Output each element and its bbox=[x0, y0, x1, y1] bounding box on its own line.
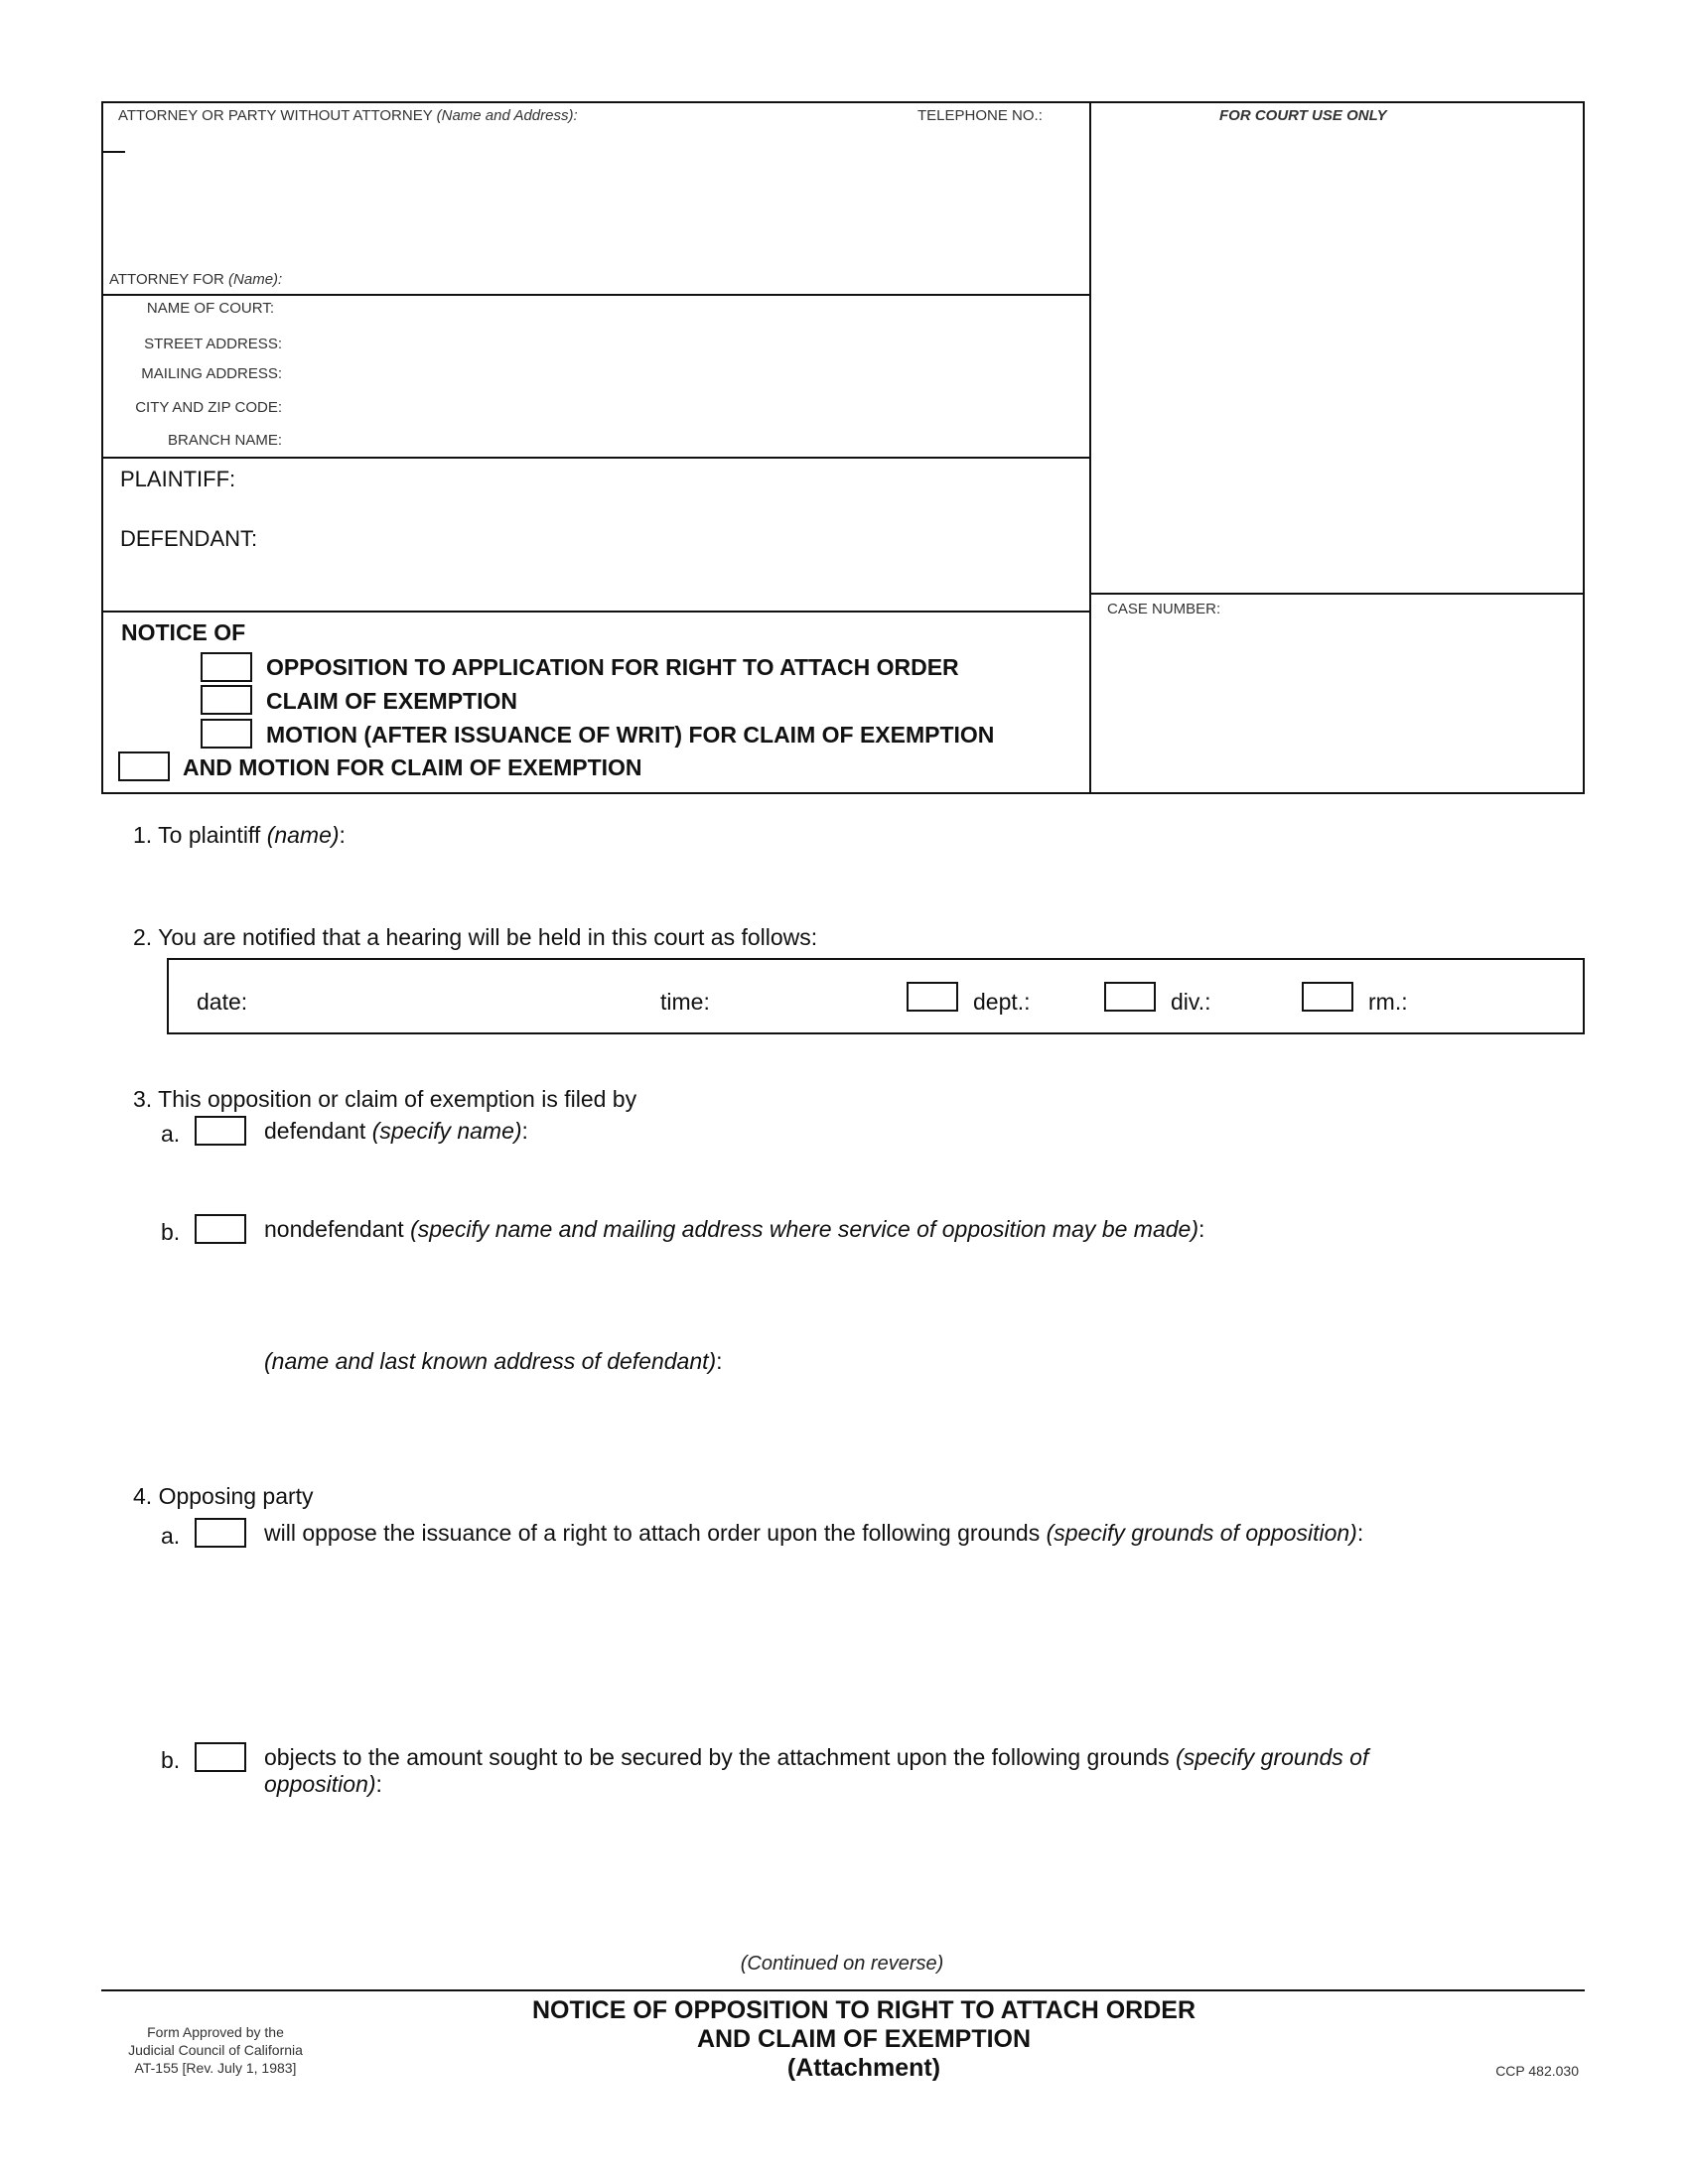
item4a-oppose bbox=[264, 1520, 1363, 1547]
attorney-name-mark bbox=[101, 151, 125, 153]
claim-exemption-option-label: CLAIM OF EXEMPTION bbox=[266, 688, 517, 714]
item3b-sub-colon: : bbox=[716, 1348, 723, 1374]
nondefendant-checkbox[interactable] bbox=[195, 1214, 246, 1244]
item4-opposing-party: 4. Opposing party bbox=[133, 1483, 314, 1509]
rm-checkbox[interactable] bbox=[1302, 982, 1353, 1012]
oppose-issuance-checkbox[interactable] bbox=[195, 1518, 246, 1548]
street-address-label: STREET ADDRESS: bbox=[144, 336, 282, 352]
item3a-text: defendant bbox=[264, 1118, 366, 1144]
attorney-for-hint: (Name): bbox=[228, 271, 283, 288]
continued-note: (Continued on reverse) bbox=[740, 1953, 944, 1975]
object-amount-checkbox[interactable] bbox=[195, 1742, 246, 1772]
hearing-date-label: date: bbox=[197, 989, 248, 1015]
form-approval bbox=[111, 2023, 320, 2077]
item4a-colon: : bbox=[1356, 1520, 1364, 1546]
item4b-hint-2: opposition) bbox=[264, 1771, 376, 1797]
city-zip-label: CITY AND ZIP CODE: bbox=[135, 399, 282, 416]
form-title bbox=[417, 1996, 1311, 2083]
attorney-section-divider bbox=[101, 294, 1091, 296]
claim-exemption-checkbox[interactable] bbox=[201, 685, 252, 715]
defendant-label: DEFENDANT: bbox=[120, 526, 258, 551]
form-title-line-3: (Attachment) bbox=[786, 2054, 941, 2082]
hearing-rm-label: rm.: bbox=[1368, 989, 1408, 1015]
item1-text: 1. To plaintiff bbox=[133, 822, 261, 848]
item3b-colon: : bbox=[1198, 1216, 1205, 1242]
motion-checkbox[interactable] bbox=[201, 719, 252, 749]
item3b-letter: b. bbox=[161, 1219, 181, 1245]
item3b-text: nondefendant bbox=[264, 1216, 404, 1242]
dept-checkbox[interactable] bbox=[907, 982, 958, 1012]
item3b-defendant-address bbox=[264, 1348, 723, 1375]
approval-line-2: Judicial Council of California bbox=[128, 2042, 303, 2058]
item4b-letter: b. bbox=[161, 1747, 181, 1773]
item4b-text: objects to the amount sought to be secured by the attachment upon the following grounds bbox=[264, 1744, 1170, 1770]
combined-motion-label: AND MOTION FOR CLAIM OF EXEMPTION bbox=[183, 754, 642, 780]
item3a-colon: : bbox=[521, 1118, 528, 1144]
attorney-label bbox=[118, 107, 578, 124]
caption-divider bbox=[1089, 101, 1091, 794]
item4a-text: will oppose the issuance of a right to attach order upon the following grounds bbox=[264, 1520, 1041, 1546]
attorney-for-label bbox=[109, 271, 282, 288]
defendant-checkbox[interactable] bbox=[195, 1116, 246, 1146]
item4b-colon: : bbox=[375, 1771, 382, 1797]
form-title-line-2: AND CLAIM OF EXEMPTION bbox=[696, 2025, 1032, 2053]
plaintiff-label: PLAINTIFF: bbox=[120, 467, 236, 491]
parties-section-divider bbox=[101, 611, 1091, 613]
item4b-object-line2 bbox=[264, 1771, 382, 1798]
attorney-for-text: ATTORNEY FOR bbox=[109, 271, 224, 288]
case-number-label: CASE NUMBER: bbox=[1107, 601, 1221, 617]
form-title-line-1: NOTICE OF OPPOSITION TO RIGHT TO ATTACH ORDER bbox=[531, 1996, 1196, 2024]
item3-filed-by: 3. This opposition or claim of exemption is filed by bbox=[133, 1086, 637, 1112]
hearing-div-label: div.: bbox=[1171, 989, 1211, 1015]
court-use-divider bbox=[1089, 593, 1585, 595]
hearing-dept-label: dept.: bbox=[973, 989, 1031, 1015]
item3a-letter: a. bbox=[161, 1121, 181, 1147]
footer-rule bbox=[101, 1989, 1585, 1991]
item3b-hint: (specify name and mailing address where service of opposition may be made) bbox=[410, 1216, 1198, 1242]
item4b-hint-1: (specify grounds of bbox=[1176, 1744, 1369, 1770]
item4a-letter: a. bbox=[161, 1523, 181, 1549]
mailing-address-label: MAILING ADDRESS: bbox=[141, 365, 282, 382]
item3b-sub-hint: (name and last known address of defendant) bbox=[264, 1348, 717, 1374]
name-of-court-label: NAME OF COURT: bbox=[146, 300, 274, 317]
item2-hearing-notice: 2. You are notified that a hearing will be held in this court as follows: bbox=[133, 924, 818, 950]
attorney-label-hint: (Name and Address): bbox=[436, 107, 578, 124]
item1-to-plaintiff bbox=[133, 822, 346, 849]
item3a-hint: (specify name) bbox=[371, 1118, 522, 1144]
opposition-option-label: OPPOSITION TO APPLICATION FOR RIGHT TO ATTACH ORDER bbox=[266, 654, 959, 680]
notice-heading: NOTICE OF bbox=[121, 619, 246, 645]
approval-line-1: Form Approved by the bbox=[147, 2024, 284, 2040]
court-section-divider bbox=[101, 457, 1091, 459]
item4a-hint: (specify grounds of opposition) bbox=[1046, 1520, 1357, 1546]
opposition-checkbox[interactable] bbox=[201, 652, 252, 682]
item3b-nondefendant bbox=[264, 1216, 1204, 1243]
branch-name-label: BRANCH NAME: bbox=[167, 432, 282, 449]
court-use-label: FOR COURT USE ONLY bbox=[1219, 107, 1387, 124]
div-checkbox[interactable] bbox=[1104, 982, 1156, 1012]
combined-motion-checkbox[interactable] bbox=[118, 751, 170, 781]
motion-option-label: MOTION (AFTER ISSUANCE OF WRIT) FOR CLAIM OF EXEMPTION bbox=[266, 722, 995, 748]
telephone-label: TELEPHONE NO.: bbox=[917, 107, 1043, 124]
item1-colon: : bbox=[339, 822, 346, 848]
attorney-label-text: ATTORNEY OR PARTY WITHOUT ATTORNEY bbox=[118, 107, 433, 124]
statute-code: CCP 482.030 bbox=[1495, 2063, 1579, 2079]
item3a-defendant bbox=[264, 1118, 528, 1145]
approval-line-3: AT-155 [Rev. July 1, 1983] bbox=[134, 2060, 297, 2076]
hearing-time-label: time: bbox=[660, 989, 710, 1015]
item4b-object bbox=[264, 1744, 1368, 1771]
item1-hint: (name) bbox=[266, 822, 340, 848]
